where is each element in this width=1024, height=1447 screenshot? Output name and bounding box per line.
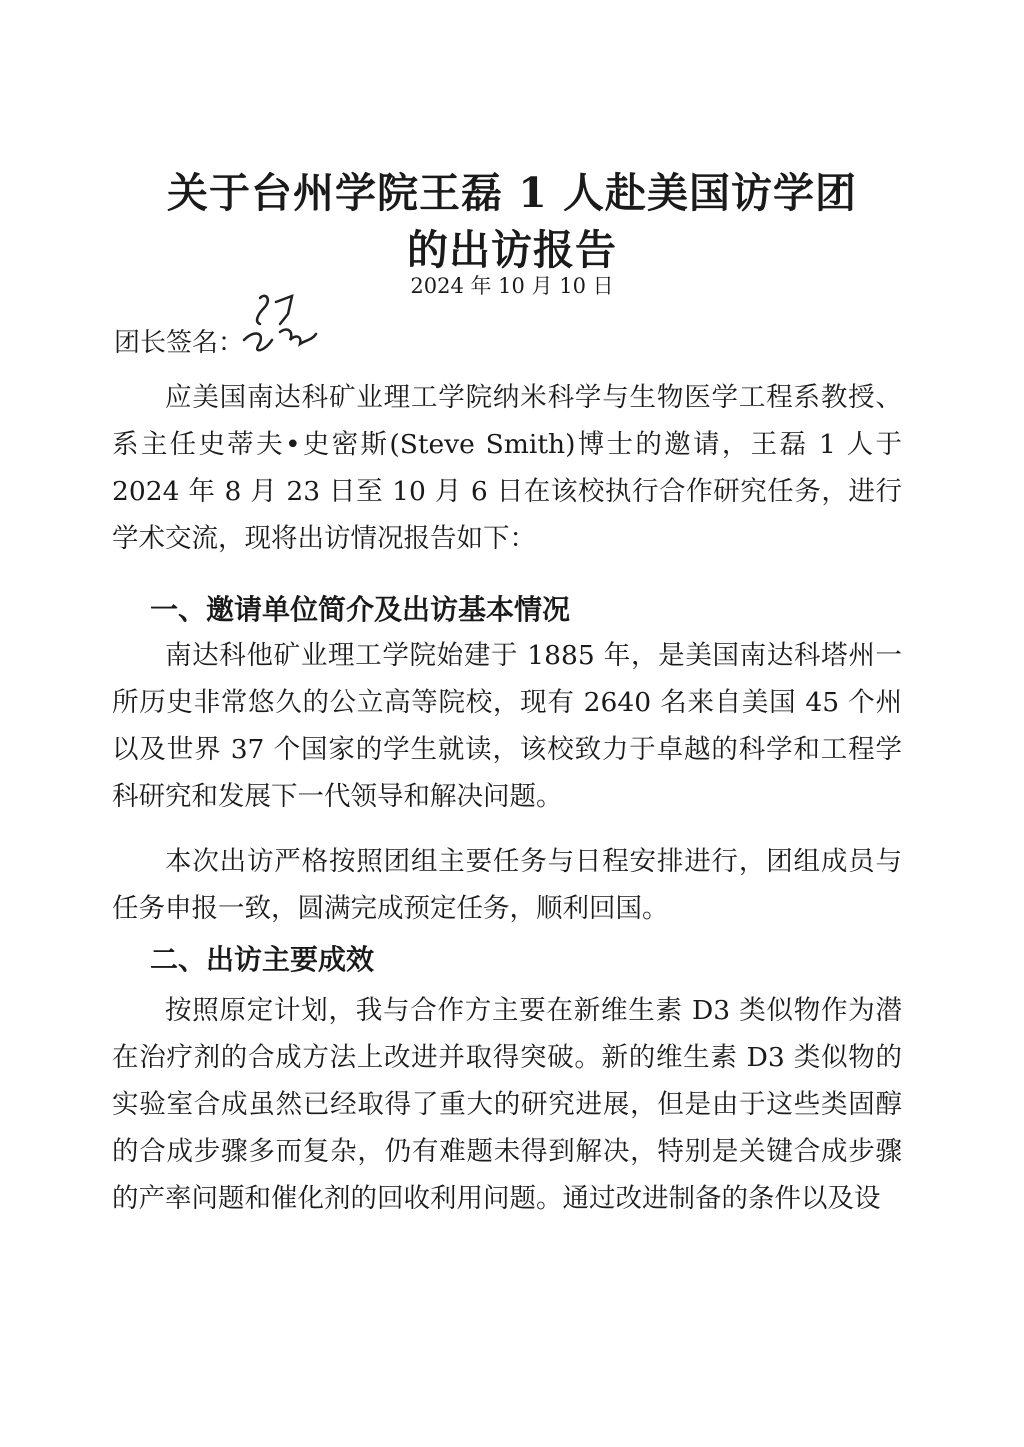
institution-paragraph: 南达科他矿业理工学院始建于 1885 年，是美国南达科塔州一所历史非常悠久的公立高等院校，现有 2640 名来自美国 45 个州以及世界 37 个国家的学生就读，该校致力于卓越的科学和工程学科研究和发展下一代领导和解决问题。 <box>112 640 902 812</box>
document-title-line2: 的出访报告 <box>407 226 617 274</box>
handwritten-signature <box>236 288 322 360</box>
section-heading-2: 二、出访主要成效 <box>150 943 375 976</box>
document-date: 2024 年 10 月 10 日 <box>410 274 614 298</box>
section-heading-1: 一、邀请单位简介及出访基本情况 <box>150 593 571 626</box>
results-paragraph: 按照原定计划，我与合作方主要在新维生素 D3 类似物作为潜在治疗剂的合成方法上改进并取得突破。新的维生素 D3 类似物的实验室合成虽然已经取得了重大的研究进展，但是由于这些类固醇的合成步骤多而复杂，仍有难题未得到解决，特别是关键合成步骤的产率问题和催化剂的回收利用问题。通过改进制备的条件以及设 <box>112 995 902 1214</box>
visit-summary-paragraph: 本次出访严格按照团组主要任务与日程安排进行，团组成员与任务申报一致，圆满完成预定任务，顺利回国。 <box>112 846 902 924</box>
signature-label: 团长签名： <box>114 328 245 358</box>
intro-paragraph: 应美国南达科矿业理工学院纳米科学与生物医学工程系教授、系主任史蒂夫•史密斯(Steve Smith)博士的邀请，王磊 1 人于 2024 年 8 月 23 日至 10 月 6 日在该校执行合作研究任务，进行学术交流，现将出访情况报告如下： <box>112 382 902 554</box>
document-title-line1: 关于台州学院王磊 1 人赴美国访学团 <box>166 169 858 217</box>
